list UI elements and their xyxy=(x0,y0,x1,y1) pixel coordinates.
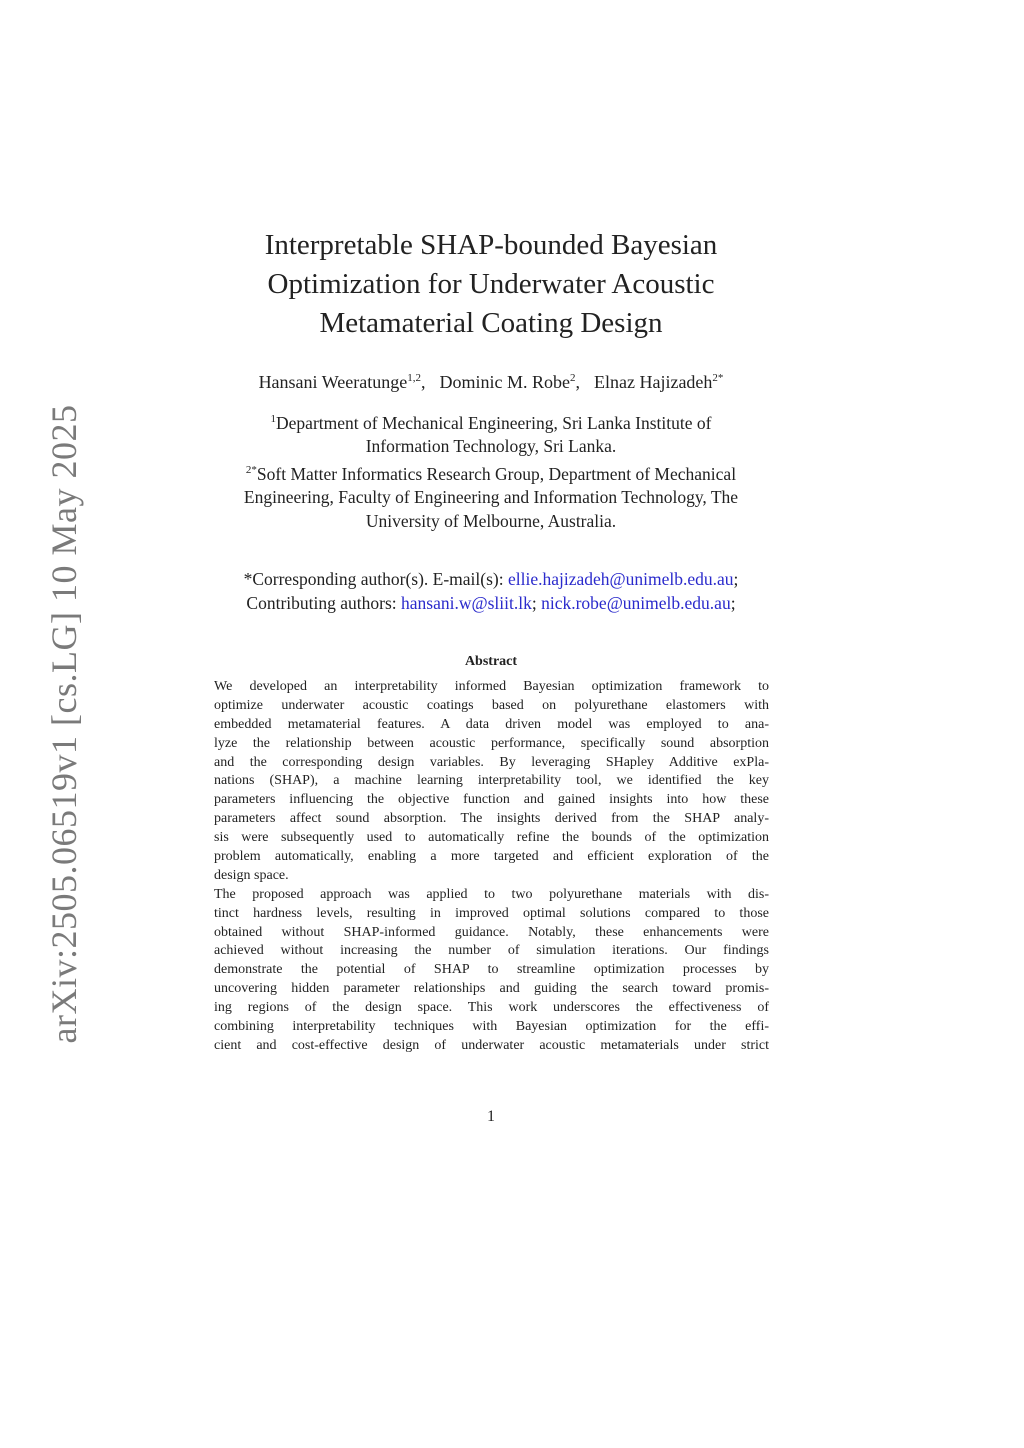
title-line: Metamaterial Coating Design xyxy=(319,307,663,339)
affiliation-marker: 1 xyxy=(270,413,277,425)
abstract-line: parameters influencing the objective function and gained insights into how these xyxy=(214,792,769,808)
author-affiliation-marker: 2 xyxy=(569,372,576,384)
contributing-email-link[interactable]: hansani.w@sliit.lk xyxy=(401,593,532,613)
abstract-line: ing regions of the design space. This work underscores the effectiveness of xyxy=(214,1000,769,1016)
abstract-line: embedded metamaterial features. A data driven model was employed to ana- xyxy=(214,716,769,732)
abstract-line: nations (SHAP), a machine learning interpretability tool, we identified the key xyxy=(214,773,769,789)
title-line: Optimization for Underwater Acoustic xyxy=(267,268,715,300)
affiliation-line: Engineering, Faculty of Engineering and Information Technology, The xyxy=(243,487,739,508)
affiliation-line: University of Melbourne, Australia. xyxy=(365,510,617,531)
abstract-line: optimize underwater acoustic coatings based on polyurethane elastomers with xyxy=(214,697,769,713)
affiliation-line: $^1$Department of Mechanical Engineering, Sri Lanka Institute of xyxy=(270,412,712,433)
abstract-line: tinct hardness levels, resulting in improved optimal solutions compared to those xyxy=(214,905,769,921)
abstract-line: cient and cost-effective design of underwater acoustic metamaterials under strict xyxy=(214,1037,769,1053)
abstract-line: obtained without SHAP-informed guidance. Notably, these enhancements were xyxy=(214,924,769,940)
abstract-heading: Abstract xyxy=(464,654,518,669)
arxiv-identifier-stamp: arXiv:2505.06519v1 [cs.LG] 10 May 2025 xyxy=(44,404,84,1044)
abstract-line: parameters affect sound absorption. The insights derived from the SHAP analy- xyxy=(214,811,769,827)
affiliation-line: $^{2*}$Soft Matter Informatics Research Group, Department of Mechanical xyxy=(245,463,737,484)
abstract-line: sis were subsequently used to automatically refine the bounds of the optimization xyxy=(214,830,769,846)
abstract-line: The proposed approach was applied to two polyurethane materials with dis- xyxy=(214,886,769,902)
abstract-line: problem automatically, enabling a more targeted and efficient exploration of the xyxy=(214,849,769,865)
abstract-line: achieved without increasing the number of simulation iterations. Our findings xyxy=(214,943,769,959)
corresponding-author-line: *Corresponding author(s). E-mail(s): ellie.hajizadeh@unimelb.edu.au; xyxy=(243,569,739,589)
author-separator: , xyxy=(420,372,426,392)
abstract-line: We developed an interpretability informed Bayesian optimization framework to xyxy=(214,679,769,694)
affiliation-block xyxy=(180,408,802,533)
page-number: 1 xyxy=(487,1108,495,1125)
abstract-line: design space. xyxy=(214,867,289,883)
contact-block xyxy=(150,567,832,615)
author-affiliation-marker: 2* xyxy=(712,372,724,384)
title-line: Interpretable SHAP-bounded Bayesian xyxy=(264,229,718,261)
abstract-body xyxy=(214,678,769,1056)
author-name: Hansani Weeratunge xyxy=(258,372,408,392)
affiliation-line: Information Technology, Sri Lanka. xyxy=(365,436,617,457)
author-name: Dominic M. Robe xyxy=(439,372,570,392)
author-name: Elnaz Hajizadeh xyxy=(593,372,713,392)
author-affiliation-marker: 1,2 xyxy=(407,372,421,384)
abstract-line: uncovering hidden parameter relationships and guiding the search toward promis- xyxy=(214,981,769,997)
abstract-line: lyze the relationship between acoustic performance, specifically sound absorption xyxy=(214,735,769,751)
corresponding-email-link[interactable]: ellie.hajizadeh@unimelb.edu.au xyxy=(507,569,734,589)
author-list xyxy=(150,372,832,393)
paper-title xyxy=(212,226,770,343)
author-separator: , xyxy=(575,372,580,392)
abstract-line: demonstrate the potential of SHAP to streamline optimization processes by xyxy=(214,962,769,978)
contributing-email-link[interactable]: nick.robe@unimelb.edu.au xyxy=(541,593,731,613)
affiliation-marker: 2* xyxy=(245,463,257,476)
abstract-line: combining interpretability techniques with Bayesian optimization for the effi- xyxy=(214,1019,769,1035)
abstract-line: and the corresponding design variables. By leveraging SHapley Additive exPla- xyxy=(214,754,769,770)
contributing-authors-line: Contributing authors: hansani.w@sliit.lk; nick.robe@unimelb.edu.au; xyxy=(246,593,736,613)
